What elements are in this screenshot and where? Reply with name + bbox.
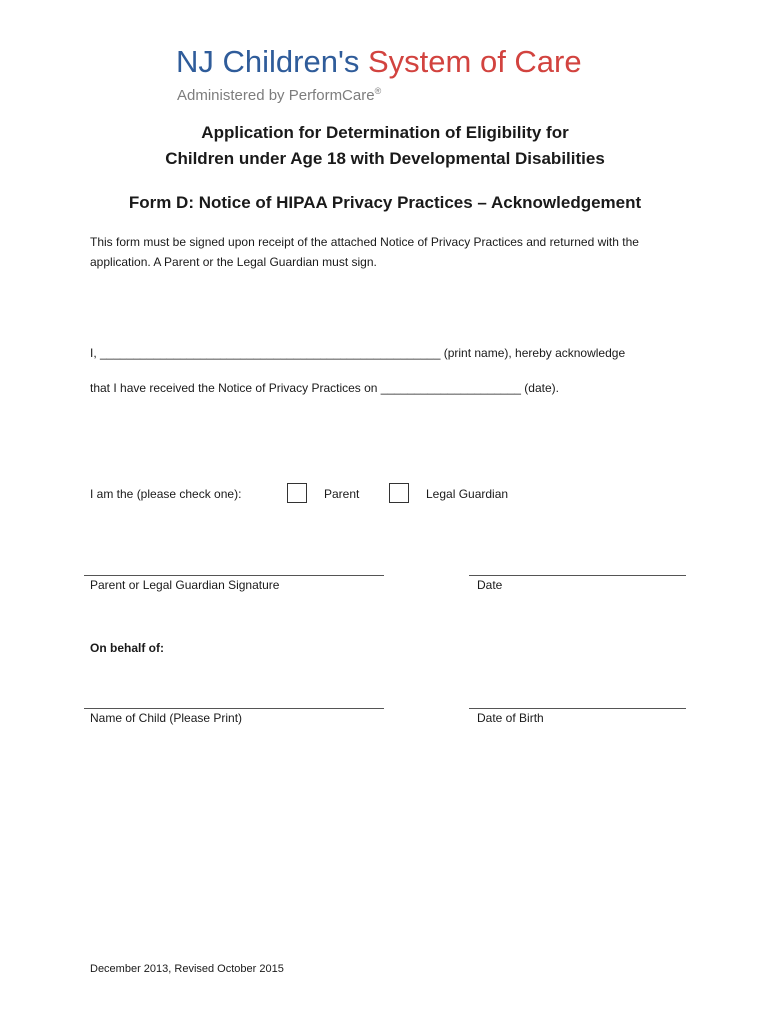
signature-line[interactable]	[84, 575, 384, 576]
signature-date-line[interactable]	[469, 575, 686, 576]
logo-subtitle	[177, 86, 381, 104]
date-of-birth-line[interactable]	[469, 708, 686, 709]
relationship-prompt: I am the (please check one):	[90, 487, 242, 501]
revision-footer: December 2013, Revised October 2015	[90, 963, 284, 975]
date-of-birth-label: Date of Birth	[477, 711, 544, 725]
logo-system-of-care: System of Care	[367, 44, 582, 79]
received-date-field[interactable]: that I have received the Notice of Privacy Practices on _____________________ (date).	[90, 381, 559, 395]
signature-date-label: Date	[477, 578, 503, 592]
on-behalf-of-label: On behalf of:	[90, 641, 164, 655]
intro-line-1: This form must be signed upon receipt of the attached Notice of Privacy Practices and returned with the	[90, 235, 639, 249]
child-name-label: Name of Child (Please Print)	[90, 711, 243, 725]
signature-label: Parent or Legal Guardian Signature	[90, 578, 280, 592]
logo	[176, 44, 582, 80]
print-name-field[interactable]: I, ___________________________________________________ (print name), hereby acknowledge	[90, 346, 626, 360]
legal-guardian-checkbox[interactable]	[389, 483, 409, 503]
form-title: Form D: Notice of HIPAA Privacy Practices – Acknowledgement	[128, 193, 642, 212]
parent-checkbox[interactable]	[287, 483, 307, 503]
parent-label: Parent	[324, 487, 360, 501]
legal-guardian-label: Legal Guardian	[426, 487, 509, 501]
logo-nj-childrens: NJ Children's	[176, 44, 368, 79]
registered-mark: ®	[374, 86, 382, 96]
intro-line-2: application. A Parent or the Legal Guardian must sign.	[90, 255, 377, 269]
administered-by-text: Administered by PerformCare	[177, 87, 375, 104]
child-name-line[interactable]	[84, 708, 384, 709]
title-line-1: Application for Determination of Eligibility for	[201, 123, 569, 142]
title-line-2: Children under Age 18 with Developmental Disabilities	[165, 149, 605, 168]
